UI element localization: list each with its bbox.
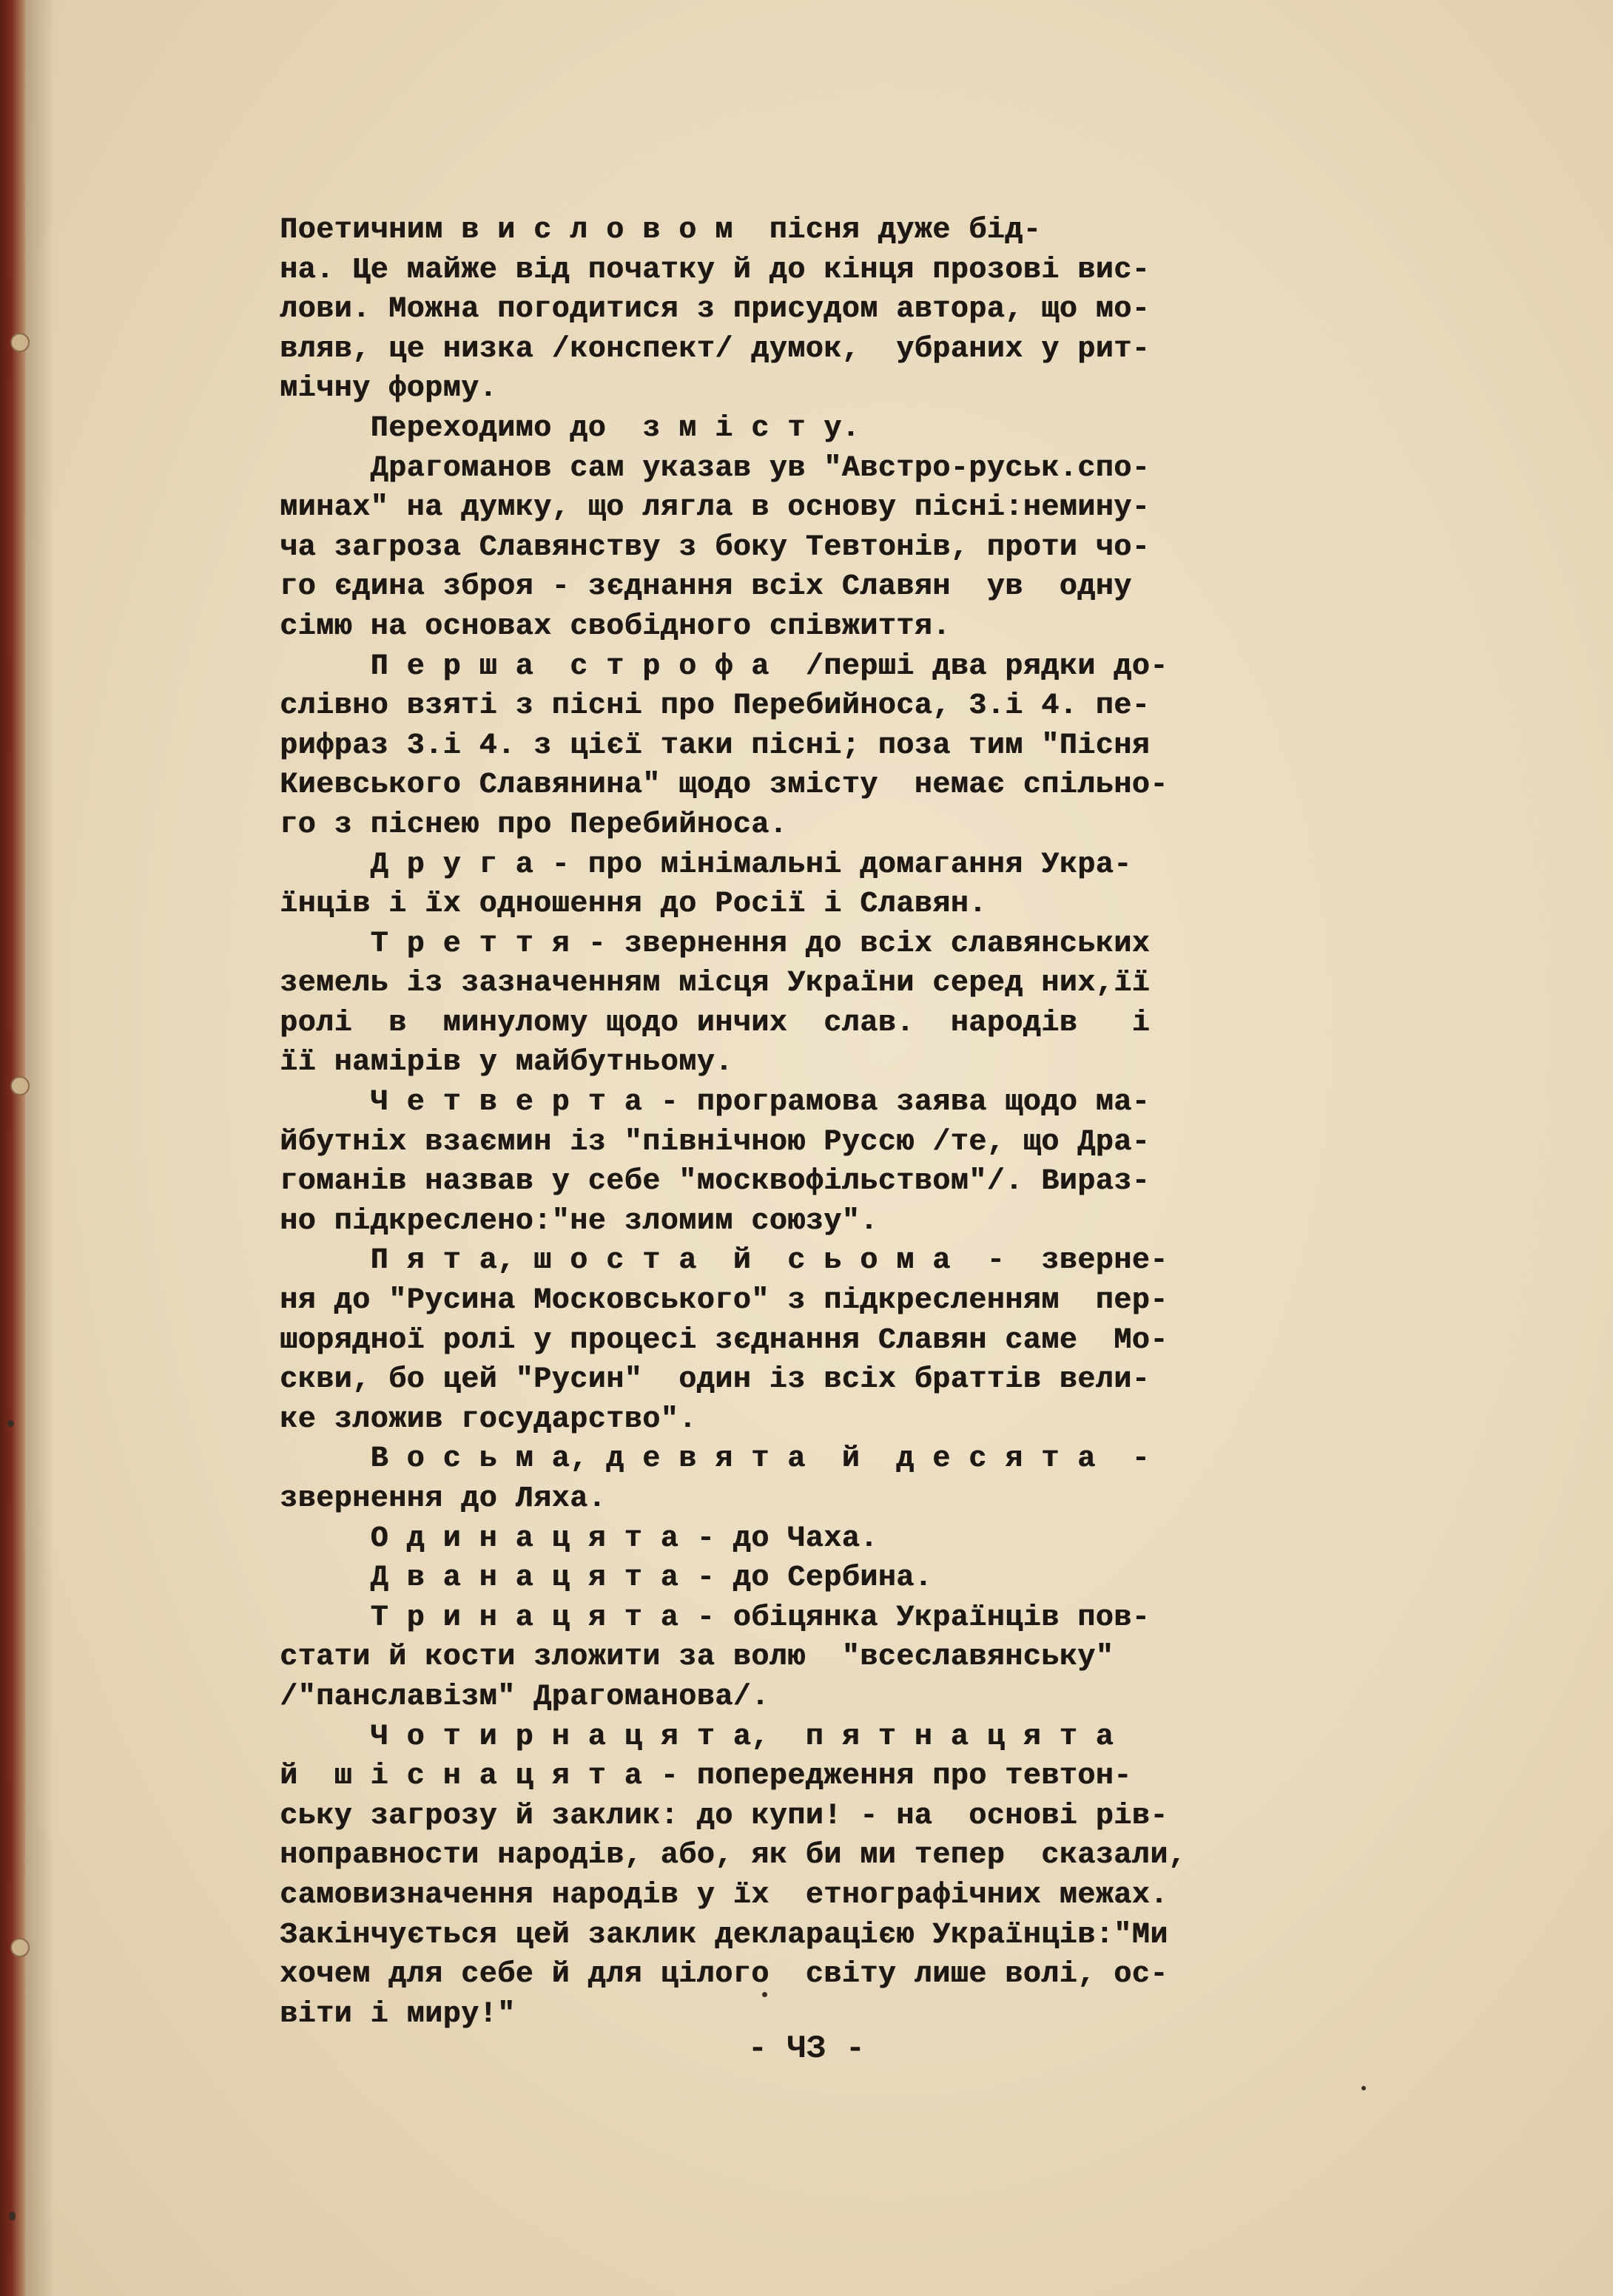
text-line: гоманів назвав у себе "москвофільством"/. Вираз- — [280, 1165, 1151, 1199]
text-line: го з піснею про Перебийноса. — [280, 808, 788, 842]
text-line: В о с ь м а, д е в я т а й д е с я т а - — [280, 1442, 1151, 1476]
text-line: шорядної ролі у процесі зєднання Славян саме Мо- — [280, 1323, 1168, 1357]
text-line: Т р е т т я - звернення до всіх славянських — [280, 927, 1151, 961]
text-line: лови. Можна погодитися з присудом автора, що мо- — [280, 293, 1151, 327]
text-line: віти і миру!" — [280, 1997, 516, 2031]
text-line: ську загрозу й заклик: до купи! - на основі рів- — [280, 1799, 1168, 1833]
text-line: П я т а, ш о с т а й с ь о м а - зверне- — [280, 1244, 1168, 1278]
text-line: Д в а н а ц я т а - до Сербина. — [280, 1561, 933, 1596]
text-line: ча загроза Славянству з боку Тевтонів, проти чо- — [280, 530, 1151, 564]
ink-speck — [9, 2212, 16, 2221]
text-line: йбутніх взаємин із "північною Руссю /те, що Дра- — [280, 1125, 1151, 1159]
text-line: ня до "Русина Московського" з підкресленням пер- — [280, 1284, 1168, 1318]
text-line: Поетичним в и с л о в о м пісня дуже бід- — [280, 214, 1042, 247]
text-line: стати й кости зложити за волю "всеславянську" — [280, 1641, 1114, 1675]
text-line: Ч о т и р н а ц я т а, п я т н а ц я т а — [280, 1720, 1114, 1754]
text-line: звернення до Ляха. — [280, 1482, 607, 1516]
binding-shadow — [25, 0, 55, 2296]
text-line: Переходимо до з м і с т у. — [280, 411, 861, 445]
text-line: ке зложив государство". — [280, 1402, 697, 1436]
ink-speck — [1361, 2086, 1366, 2090]
text-line: /"панславізм" Драгоманова/. — [280, 1680, 770, 1714]
text-line: на. Це майже від початку й до кінця прозові вис- — [280, 253, 1151, 287]
text-line: Т р и н а ц я т а - обіцянка Українців пов- — [280, 1601, 1151, 1635]
text-line: її намірів у майбутньому. — [280, 1046, 733, 1080]
text-line: но підкреслено:"не зломим союзу". — [280, 1204, 878, 1238]
typewritten-body — [280, 211, 1375, 2034]
text-line: рифраз 3.і 4. з цієї таки пісні; поза тим "Пісня — [280, 729, 1151, 763]
text-line: мічну форму. — [280, 372, 498, 406]
text-line: О д и н а ц я т а - до Чаха. — [280, 1522, 878, 1556]
text-line: Д р у г а - про мінімальні домагання Укра- — [280, 848, 1132, 882]
text-line: ролі в минулому щодо инчих слав. народів і — [280, 1006, 1151, 1040]
text-line: самовизначення народів у їх етнографічних межах. — [280, 1878, 1168, 1912]
text-line: їнців і їх одношення до Росії і Славян. — [280, 888, 987, 922]
text-line: й ш і с н а ц я т а - попередження про тевтон- — [280, 1760, 1132, 1794]
text-line: ноправности народів, або, як би ми тепер сказали, — [280, 1839, 1187, 1873]
binding-hole — [10, 1076, 30, 1095]
text-line: вляв, це низка /конспект/ думок, убраних у рит- — [280, 332, 1151, 366]
text-line: сімю на основах свобідного співжиття. — [280, 610, 951, 644]
text-line: П е р ш а с т р о ф а /перші два рядки до- — [280, 649, 1168, 683]
text-line: Киевського Славянина" щодо змісту немає спільно- — [280, 769, 1168, 803]
binding-hole — [10, 1938, 30, 1957]
ink-speck — [7, 1420, 14, 1427]
text-line: Драгоманов сам указав ув "Австро-руськ.спо- — [280, 451, 1151, 485]
binding-hole — [10, 333, 30, 352]
text-line: скви, бо цей "Русин" один із всіх браттів вели- — [280, 1363, 1151, 1397]
text-line: минах" на думку, що лягла в основу пісні:немину- — [280, 491, 1151, 525]
text-line: Закінчується цей заклик декларацією Українців:"Ми — [280, 1918, 1168, 1952]
page-number: - ЧЗ - — [747, 2030, 866, 2067]
text-line: слівно взяті з пісні про Перебийноса, 3.і 4. пе- — [280, 689, 1151, 723]
text-line: Ч е т в е р т а - програмова заява щодо ма- — [280, 1086, 1151, 1120]
text-line: го єдина зброя - зєднання всіх Славян ув одну — [280, 570, 1132, 604]
text-line: хочем для себе й для цілого світу лише волі, ос- — [280, 1958, 1168, 1992]
text-line: земель із зазначенням місця України серед них,її — [280, 967, 1151, 1001]
